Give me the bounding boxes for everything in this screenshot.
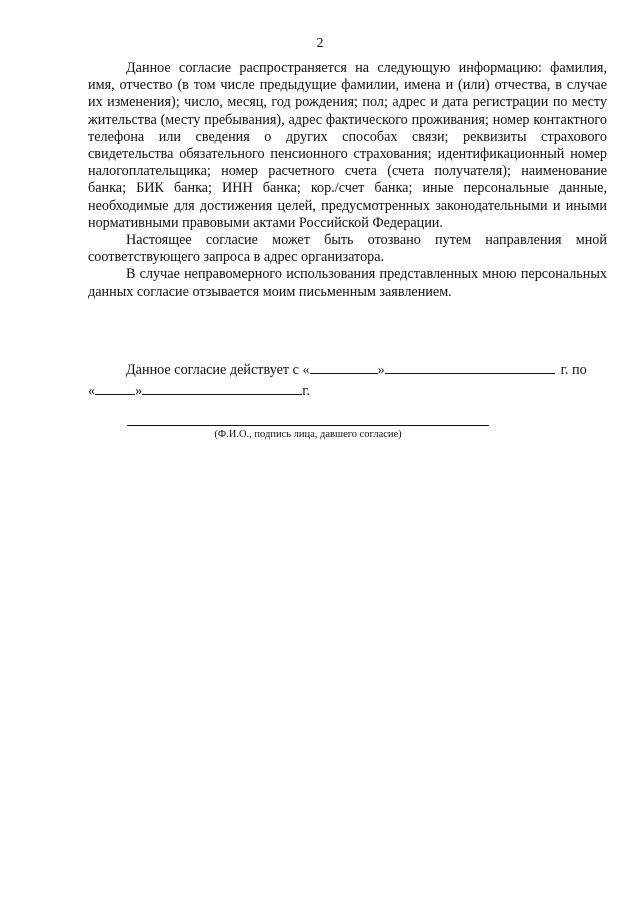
end-quote-open: « — [88, 383, 96, 399]
end-year-suffix: г. — [302, 383, 310, 399]
signature-caption: (Ф.И.О., подпись лица, давшего согласие) — [214, 429, 402, 440]
validity-to: г. по — [560, 362, 587, 378]
end-quote-close: » — [135, 383, 143, 399]
validity-prefix: Данное согласие действует с « — [126, 362, 310, 378]
validity-quote-close: » — [377, 362, 385, 378]
page-number: 2 — [316, 36, 324, 51]
start-month-year-field[interactable] — [385, 359, 555, 374]
validity-period — [88, 359, 607, 401]
paragraph-misuse: В случае неправомерного использования представленных мною персональных данных согласие отзывается моим письменным заявлением. — [88, 266, 607, 300]
paragraph-data-scope: Данное согласие распространяется на следующую информацию: фамилия, имя, отчество (в том числе предыдущие фамилии, имена и (или) отчества, в случае их изменения); число, месяц, год рождения; пол; адрес и дата регистрации по месту жительства (месту пребывания), адрес фактического проживания; номер контактного телефона или сведения о других способах связи; реквизиты страхового свидетельства обязательного пенсионного страхования; идентификационный номер налогоплательщика; номер расчетного счета (счета получателя); наименование банка; БИК банка; ИНН банка; кор./счет банка; иные персональные данные, необходимые для достижения целей, предусмотренных законодательными и иными нормативными правовыми актами Российской Федерации. — [88, 60, 607, 231]
end-day-field[interactable] — [95, 380, 135, 395]
paragraph-revocation: Настоящее согласие может быть отозвано путем направления мной соответствующего запроса в адрес организатора. — [88, 232, 607, 266]
signature-line[interactable] — [127, 425, 489, 426]
end-month-year-field[interactable] — [142, 380, 302, 395]
consent-body — [88, 60, 607, 301]
start-day-field[interactable] — [310, 359, 378, 374]
